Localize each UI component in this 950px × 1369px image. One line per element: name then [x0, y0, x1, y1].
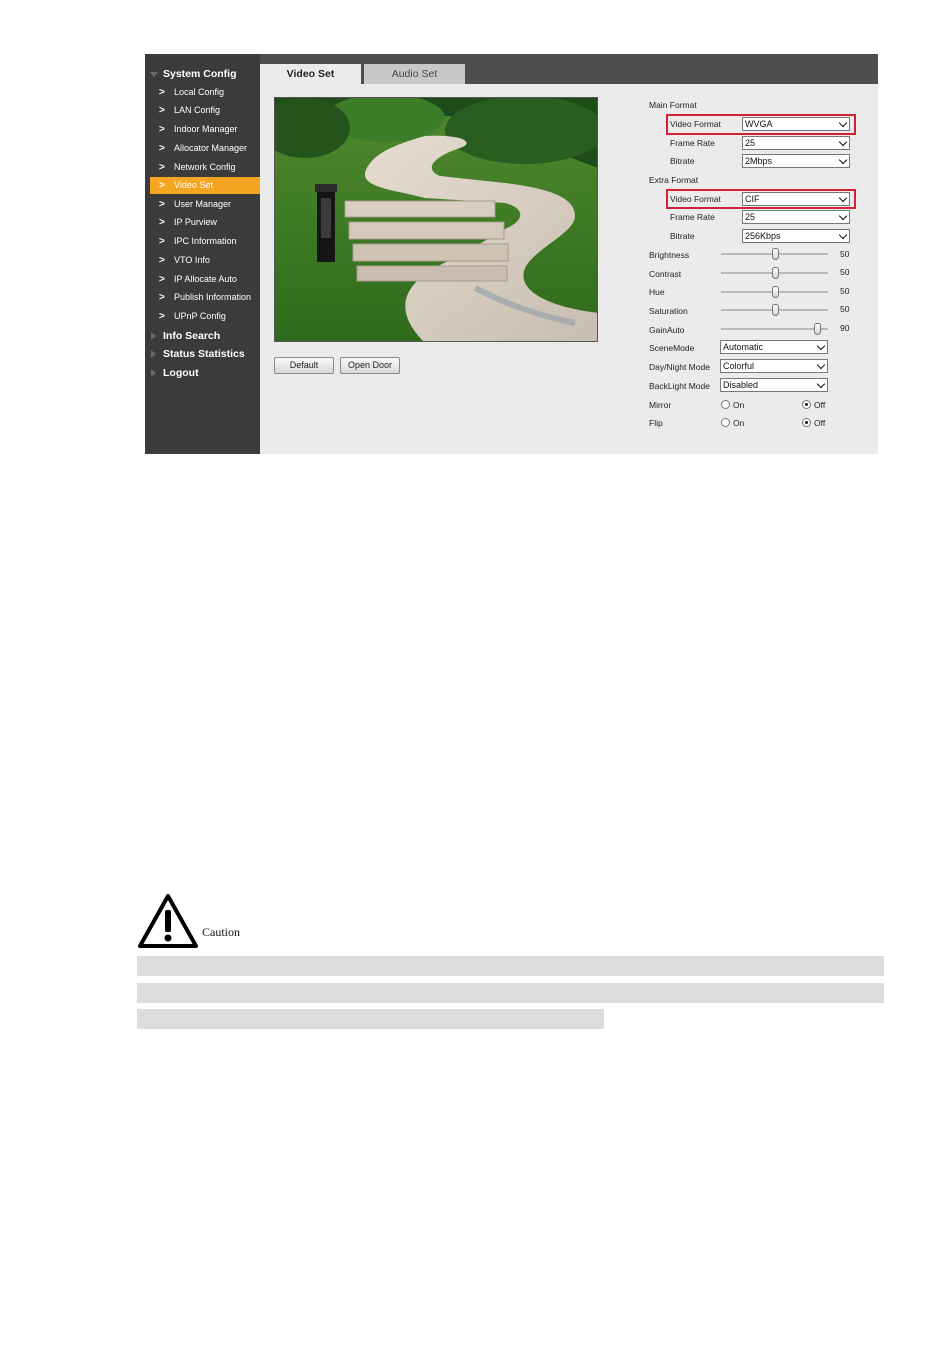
extra-bitrate-select[interactable]: 256Kbps — [742, 229, 850, 243]
open-door-button[interactable]: Open Door — [340, 357, 400, 374]
sidebar-item-network-config[interactable]: > Network Config — [150, 159, 260, 176]
chevron-right-icon: > — [159, 311, 165, 322]
contrast-value: 50 — [840, 267, 850, 277]
collapse-arrow-icon — [151, 350, 156, 358]
flip-label: Flip — [649, 418, 663, 428]
extra-format-title: Extra Format — [649, 175, 699, 185]
redacted-text-line — [137, 1009, 604, 1029]
sidebar-item-publish-information[interactable]: > Publish Information — [150, 289, 260, 306]
chevron-down-icon — [817, 361, 825, 369]
chevron-right-icon: > — [159, 236, 165, 247]
nav-group-logout[interactable]: Logout — [145, 364, 260, 382]
nav-group-system-config[interactable]: System Config — [145, 65, 260, 83]
chevron-down-icon — [839, 119, 847, 127]
chevron-down-icon — [817, 342, 825, 350]
main-format-title: Main Format — [649, 100, 697, 110]
contrast-label: Contrast — [649, 269, 682, 279]
slider-handle[interactable] — [772, 267, 779, 279]
default-button[interactable]: Default — [274, 357, 334, 374]
chevron-down-icon — [839, 138, 847, 146]
main-bitrate-select[interactable]: 2Mbps — [742, 154, 850, 168]
contrast-slider[interactable] — [721, 266, 828, 280]
chevron-down-icon — [817, 380, 825, 388]
gainauto-label: GainAuto — [649, 325, 685, 335]
flip-off-label: Off — [814, 418, 826, 428]
gainauto-slider[interactable] — [721, 322, 828, 336]
sidebar-item-video-set[interactable]: > Video Set — [150, 177, 260, 194]
brightness-slider[interactable] — [721, 247, 828, 261]
tab-audio-set[interactable]: Audio Set — [364, 64, 465, 84]
hue-label: Hue — [649, 287, 665, 297]
tab-video-set[interactable]: Video Set — [260, 64, 361, 84]
chevron-right-icon: > — [159, 143, 165, 154]
mirror-on-radio[interactable] — [721, 400, 730, 409]
backlight-mode-label: BackLight Mode — [649, 381, 710, 391]
sidebar-item-ip-purview[interactable]: > IP Purview — [150, 214, 260, 231]
hue-slider[interactable] — [721, 285, 828, 299]
chevron-right-icon: > — [159, 274, 165, 285]
video-preview — [274, 97, 598, 342]
chevron-right-icon: > — [159, 199, 165, 210]
brightness-label: Brightness — [649, 250, 690, 260]
slider-handle[interactable] — [772, 304, 779, 316]
day-night-mode-select[interactable]: Colorful — [720, 359, 828, 373]
slider-handle[interactable] — [814, 323, 821, 335]
chevron-right-icon: > — [159, 255, 165, 266]
chevron-right-icon: > — [159, 87, 165, 98]
flip-off-radio[interactable] — [802, 418, 811, 427]
garden-path-image — [275, 98, 598, 342]
expand-arrow-icon — [150, 72, 158, 77]
main-bitrate-label: Bitrate — [670, 156, 695, 166]
scene-mode-label: SceneMode — [649, 343, 695, 353]
extra-frame-rate-select[interactable]: 25 — [742, 210, 850, 224]
day-night-mode-label: Day/Night Mode — [649, 362, 710, 372]
extra-bitrate-label: Bitrate — [670, 231, 695, 241]
mirror-off-radio[interactable] — [802, 400, 811, 409]
mirror-off-label: Off — [814, 400, 826, 410]
extra-video-format-label: Video Format — [670, 194, 721, 204]
chevron-right-icon: > — [159, 124, 165, 135]
gainauto-value: 90 — [840, 323, 850, 333]
backlight-mode-select[interactable]: Disabled — [720, 378, 828, 392]
chevron-down-icon — [839, 212, 847, 220]
sidebar-item-ip-allocate-auto[interactable]: > IP Allocate Auto — [150, 271, 260, 288]
flip-on-label: On — [733, 418, 745, 428]
main-video-format-select[interactable]: WVGA — [742, 117, 850, 131]
extra-frame-rate-label: Frame Rate — [670, 212, 715, 222]
sidebar-item-local-config[interactable]: > Local Config — [150, 84, 260, 101]
main-frame-rate-label: Frame Rate — [670, 138, 715, 148]
brightness-value: 50 — [840, 249, 850, 259]
web-config-screenshot — [145, 54, 878, 454]
chevron-right-icon: > — [159, 217, 165, 228]
chevron-down-icon — [839, 156, 847, 164]
saturation-slider[interactable] — [721, 303, 828, 317]
main-frame-rate-select[interactable]: 25 — [742, 136, 850, 150]
sidebar-item-lan-config[interactable]: > LAN Config — [150, 102, 260, 119]
collapse-arrow-icon — [151, 332, 156, 340]
sidebar — [145, 54, 260, 454]
nav-group-info-search[interactable]: Info Search — [145, 327, 260, 345]
chevron-down-icon — [839, 194, 847, 202]
mirror-label: Mirror — [649, 400, 672, 410]
slider-handle[interactable] — [772, 248, 779, 260]
mirror-on-label: On — [733, 400, 745, 410]
main-video-format-label: Video Format — [670, 119, 721, 129]
sidebar-item-ipc-information[interactable]: > IPC Information — [150, 233, 260, 250]
tab-bar — [260, 54, 878, 84]
caution-label: Caution — [202, 925, 240, 939]
chevron-right-icon: > — [159, 292, 165, 303]
hue-value: 50 — [840, 286, 850, 296]
chevron-right-icon: > — [159, 162, 165, 173]
collapse-arrow-icon — [151, 369, 156, 377]
saturation-label: Saturation — [649, 306, 688, 316]
redacted-text-line — [137, 983, 884, 1003]
scene-mode-select[interactable]: Automatic — [720, 340, 828, 354]
extra-video-format-select[interactable]: CIF — [742, 192, 850, 206]
slider-handle[interactable] — [772, 286, 779, 298]
chevron-down-icon — [839, 231, 847, 239]
chevron-right-icon: > — [159, 105, 165, 116]
saturation-value: 50 — [840, 304, 850, 314]
flip-on-radio[interactable] — [721, 418, 730, 427]
sidebar-item-vto-info[interactable]: > VTO Info — [150, 252, 260, 269]
sidebar-item-user-manager[interactable]: > User Manager — [150, 196, 260, 213]
nav-group-status-statistics[interactable]: Status Statistics — [145, 345, 260, 363]
sidebar-item-upnp-config[interactable]: > UPnP Config — [150, 308, 260, 325]
sidebar-item-indoor-manager[interactable]: > Indoor Manager — [150, 121, 260, 138]
warning-triangle-icon — [137, 893, 199, 949]
chevron-right-icon: > — [159, 180, 165, 191]
sidebar-item-allocator-manager[interactable]: > Allocator Manager — [150, 140, 260, 157]
redacted-text-line — [137, 956, 884, 976]
